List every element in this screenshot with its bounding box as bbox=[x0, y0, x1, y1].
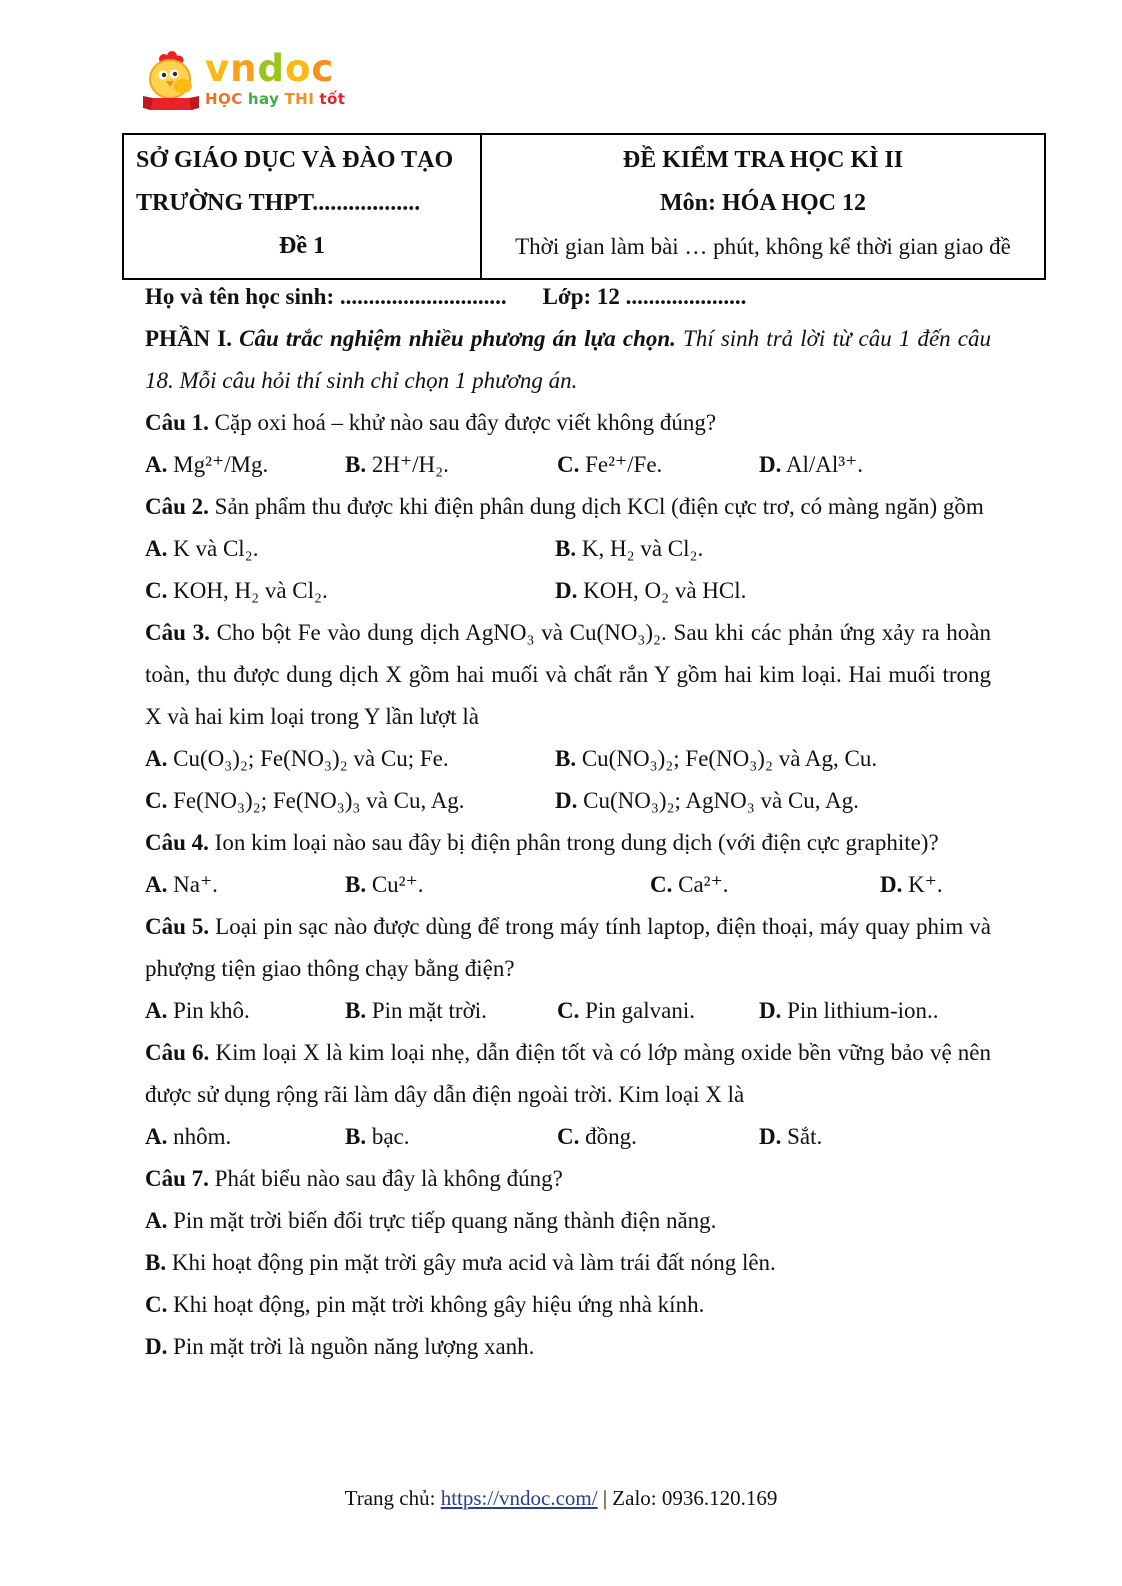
option-c bbox=[145, 1284, 991, 1326]
option-d bbox=[759, 990, 991, 1032]
option-text: bạc. bbox=[371, 1124, 410, 1149]
option-text: Pin lithium-ion.. bbox=[787, 998, 939, 1023]
exam-body bbox=[145, 276, 991, 1368]
option-label: C. bbox=[145, 788, 168, 813]
exam-title: ĐỀ KIỂM TRA HỌC KÌ II bbox=[622, 147, 904, 173]
tagline-part: tốt bbox=[319, 90, 346, 108]
option-text: Ca²⁺. bbox=[678, 872, 729, 897]
option-text: KOH, O₂ và HCl. bbox=[583, 578, 747, 603]
student-class-field: Lớp: 12 ..................... bbox=[542, 284, 747, 309]
option-d bbox=[145, 1326, 991, 1368]
question-1 bbox=[145, 402, 991, 486]
option-text: Cu(NO₃)₂; Fe(NO₃)₂ và Ag, Cu. bbox=[581, 746, 878, 771]
option-text: KOH, H₂ và Cl₂. bbox=[173, 578, 328, 603]
tagline-part: HỌC bbox=[205, 90, 243, 108]
question-7-options bbox=[145, 1200, 991, 1368]
option-label: C. bbox=[557, 452, 580, 477]
option-label: C. bbox=[557, 998, 580, 1023]
option-label: D. bbox=[555, 788, 578, 813]
question-number: Câu 2. bbox=[145, 494, 209, 519]
brand-letter: o bbox=[284, 47, 312, 90]
option-label: A. bbox=[145, 1124, 168, 1149]
question-7 bbox=[145, 1158, 991, 1368]
school-name: TRƯỜNG THPT.................. bbox=[136, 190, 421, 216]
option-label: A. bbox=[145, 998, 168, 1023]
part1-subheading: Câu trắc nghiệm nhiều phương án lựa chọn. bbox=[239, 326, 676, 351]
question-text: Kim loại X là kim loại nhẹ, dẫn điện tốt và có lớp màng oxide bền vững bảo vệ nên được sử dụng rộng rãi làm dây dẫn điện ngoài trời. Kim loại X là bbox=[145, 1040, 992, 1107]
option-text: Pin khô. bbox=[173, 998, 250, 1023]
option-label: A. bbox=[145, 1208, 168, 1233]
option-text: Cu(NO₃)₂; AgNO₃ và Cu, Ag. bbox=[583, 788, 859, 813]
option-label: A. bbox=[145, 452, 168, 477]
option-text: K và Cl₂. bbox=[173, 536, 259, 561]
option-label: C. bbox=[145, 578, 168, 603]
option-d bbox=[759, 444, 991, 486]
option-d bbox=[880, 864, 991, 906]
page-footer bbox=[0, 1483, 1122, 1513]
option-text: Cu(O₃)₂; Fe(NO₃)₂ và Cu; Fe. bbox=[173, 746, 449, 771]
option-text: Pin mặt trời. bbox=[371, 998, 487, 1023]
question-1-options bbox=[145, 444, 991, 486]
question-6 bbox=[145, 1032, 991, 1158]
option-label: A. bbox=[145, 536, 168, 561]
option-d bbox=[759, 1116, 991, 1158]
question-3 bbox=[145, 612, 991, 822]
option-a bbox=[145, 990, 345, 1032]
part1-instructions: Thí sinh trả lời từ câu 1 đến câu 18. Mỗi câu hỏi thí sinh chỉ chọn 1 phương án. bbox=[145, 326, 991, 393]
option-text: Pin mặt trời là nguồn năng lượng xanh. bbox=[173, 1334, 535, 1359]
question-text: Loại pin sạc nào được dùng để trong máy tính laptop, điện thoại, máy quay phim và phượng tiện giao thông chạy bằng điện? bbox=[145, 914, 992, 981]
question-number: Câu 7. bbox=[145, 1166, 209, 1191]
exam-code: Đề 1 bbox=[279, 233, 325, 259]
option-text: đồng. bbox=[585, 1124, 637, 1149]
option-label: D. bbox=[145, 1334, 168, 1359]
option-label: D. bbox=[880, 872, 903, 897]
option-text: K⁺. bbox=[908, 872, 943, 897]
option-b bbox=[345, 1116, 557, 1158]
option-b bbox=[345, 864, 650, 906]
brand-tagline bbox=[205, 90, 350, 108]
option-label: A. bbox=[145, 872, 168, 897]
option-label: D. bbox=[759, 1124, 782, 1149]
question-text: Ion kim loại nào sau đây bị điện phân trong dung dịch (với điện cực graphite)? bbox=[214, 830, 939, 855]
question-1-text bbox=[145, 402, 991, 444]
exam-duration: Thời gian làm bài … phút, không kể thời gian giao đề bbox=[515, 234, 1011, 259]
question-text: Sản phẩm thu được khi điện phân dung dịch KCl (điện cực trơ, có màng ngăn) gồm bbox=[214, 494, 984, 519]
brand-letter: d bbox=[257, 47, 285, 90]
option-b bbox=[555, 738, 991, 780]
brand-name bbox=[205, 47, 350, 90]
option-text: Pin mặt trời biến đổi trực tiếp quang năng thành điện năng. bbox=[173, 1208, 717, 1233]
option-a bbox=[145, 444, 345, 486]
option-label: C. bbox=[557, 1124, 580, 1149]
option-text: Fe(NO₃)₂; Fe(NO₃)₃ và Cu, Ag. bbox=[173, 788, 465, 813]
question-number: Câu 1. bbox=[145, 410, 209, 435]
option-a bbox=[145, 1116, 345, 1158]
option-d bbox=[555, 570, 991, 612]
option-d bbox=[555, 780, 991, 822]
option-a bbox=[145, 864, 345, 906]
exam-subject: Môn: HÓA HỌC 12 bbox=[659, 190, 866, 216]
question-6-text bbox=[145, 1032, 991, 1116]
question-2-text bbox=[145, 486, 991, 528]
question-5-text bbox=[145, 906, 991, 990]
question-2 bbox=[145, 486, 991, 612]
homepage-link[interactable]: https://vndoc.com/ bbox=[440, 1486, 598, 1510]
part1-heading bbox=[145, 318, 991, 402]
question-4 bbox=[145, 822, 991, 906]
option-label: A. bbox=[145, 746, 168, 771]
option-text: Al/Al³⁺. bbox=[785, 452, 864, 477]
brand-letter: n bbox=[230, 47, 258, 90]
option-text: 2H⁺/H₂. bbox=[371, 452, 449, 477]
tagline-part: hay bbox=[247, 90, 280, 108]
question-3-options bbox=[145, 738, 991, 822]
question-4-options bbox=[145, 864, 991, 906]
option-b bbox=[555, 528, 991, 570]
chicken-mascot-icon bbox=[143, 50, 199, 114]
question-4-text bbox=[145, 822, 991, 864]
question-7-text bbox=[145, 1158, 991, 1200]
option-a bbox=[145, 528, 555, 570]
option-text: Khi hoạt động, pin mặt trời không gây hiệu ứng nhà kính. bbox=[173, 1292, 705, 1317]
question-text: Cho bột Fe vào dung dịch AgNO₃ và Cu(NO₃)₂. Sau khi các phản ứng xảy ra hoàn toàn, thu được dung dịch X gồm hai muối và chất rắn Y gồm hai kim loại. Hai muối trong X và hai kim loại trong Y lần lượt là bbox=[145, 620, 992, 729]
option-label: B. bbox=[345, 1124, 367, 1149]
option-c bbox=[557, 990, 759, 1032]
option-a bbox=[145, 1200, 991, 1242]
part1-label: PHẦN I. bbox=[145, 326, 232, 351]
question-2-options bbox=[145, 528, 991, 612]
option-label: B. bbox=[555, 746, 577, 771]
question-5 bbox=[145, 906, 991, 1032]
option-text: Na⁺. bbox=[173, 872, 218, 897]
vndoc-logo bbox=[143, 47, 350, 114]
option-c bbox=[145, 570, 555, 612]
option-label: C. bbox=[145, 1292, 168, 1317]
option-text: Khi hoạt động pin mặt trời gây mưa acid và làm trái đất nóng lên. bbox=[171, 1250, 776, 1275]
option-c bbox=[557, 444, 759, 486]
option-label: C. bbox=[650, 872, 673, 897]
option-b bbox=[345, 444, 557, 486]
logo-text bbox=[205, 47, 350, 108]
department-name: SỞ GIÁO DỤC VÀ ĐÀO TẠO bbox=[136, 147, 454, 173]
question-number: Câu 4. bbox=[145, 830, 209, 855]
brand-letter: v bbox=[205, 47, 231, 90]
student-name-field: Họ và tên học sinh: ............................. bbox=[145, 284, 507, 309]
option-text: Pin galvani. bbox=[585, 998, 696, 1023]
option-label: B. bbox=[345, 998, 367, 1023]
option-text: Cu²⁺. bbox=[371, 872, 424, 897]
question-3-text bbox=[145, 612, 991, 738]
option-label: D. bbox=[759, 998, 782, 1023]
footer-prefix: Trang chủ: bbox=[344, 1486, 436, 1510]
option-label: D. bbox=[759, 452, 782, 477]
option-label: B. bbox=[555, 536, 577, 561]
option-b bbox=[145, 1242, 991, 1284]
tagline-part: THI bbox=[284, 90, 315, 108]
footer-suffix: | Zalo: 0936.120.169 bbox=[602, 1486, 778, 1510]
header-left-cell bbox=[123, 134, 481, 279]
option-a bbox=[145, 738, 555, 780]
student-info-line bbox=[145, 276, 991, 318]
question-number: Câu 6. bbox=[145, 1040, 210, 1065]
question-number: Câu 5. bbox=[145, 914, 210, 939]
option-text: Mg²⁺/Mg. bbox=[173, 452, 269, 477]
option-text: K, H₂ và Cl₂. bbox=[581, 536, 704, 561]
question-5-options bbox=[145, 990, 991, 1032]
option-label: D. bbox=[555, 578, 578, 603]
option-text: nhôm. bbox=[173, 1124, 232, 1149]
question-number: Câu 3. bbox=[145, 620, 210, 645]
question-6-options bbox=[145, 1116, 991, 1158]
option-c bbox=[650, 864, 880, 906]
option-label: B. bbox=[345, 872, 367, 897]
option-b bbox=[345, 990, 557, 1032]
exam-header-table bbox=[122, 133, 1046, 280]
brand-letter: c bbox=[311, 47, 335, 90]
option-c bbox=[557, 1116, 759, 1158]
question-text: Phát biểu nào sau đây là không đúng? bbox=[214, 1166, 563, 1191]
question-text: Cặp oxi hoá – khử nào sau đây được viết không đúng? bbox=[214, 410, 717, 435]
option-text: Fe²⁺/Fe. bbox=[585, 452, 663, 477]
option-label: B. bbox=[145, 1250, 167, 1275]
option-c bbox=[145, 780, 555, 822]
option-label: B. bbox=[345, 452, 367, 477]
option-text: Sắt. bbox=[787, 1124, 823, 1149]
header-right-cell bbox=[481, 134, 1045, 279]
